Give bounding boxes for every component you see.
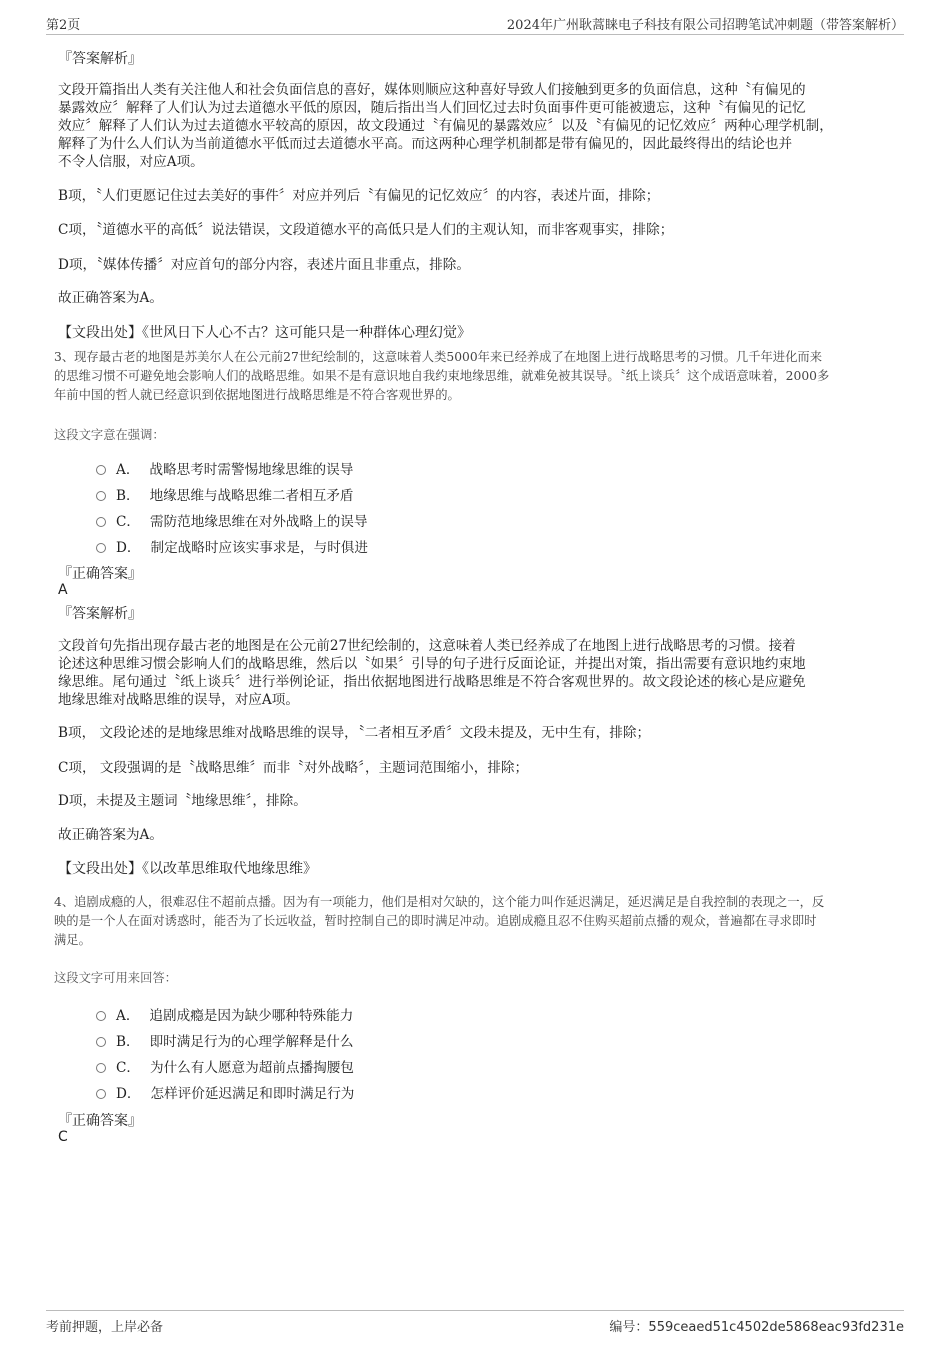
q2-conclusion: 故正确答案为A。 (58, 290, 163, 306)
radio-icon[interactable] (96, 465, 106, 475)
q2-option-d-analysis: D项，〝媒体传播〞对应首句的部分内容，表述片面且非重点，排除。 (58, 257, 470, 273)
q3-option-d[interactable]: D． 制定战略时应该实事求是，与时俱进 (96, 536, 368, 556)
q3-conclusion: 故正确答案为A。 (58, 827, 163, 843)
q3-source: 【文段出处】《以改革思维取代地缘思维》 (58, 861, 317, 877)
q2-analysis (58, 81, 890, 171)
page-footer (46, 1310, 904, 1335)
q3-correct-answer: A (58, 582, 68, 598)
q4-question-line: 映的是一个人在面对诱惑时，能否为了长远收益，暂时控制自己的即时满足冲动。追剧成瘾且忍不住购买超前点播的观众，普遍都在寻求即时 (54, 914, 817, 928)
radio-icon[interactable] (96, 491, 106, 501)
q3-option-a[interactable]: A． 战略思考时需警惕地缘思维的误导 (96, 458, 353, 478)
q4-question-line: 满足。 (54, 933, 91, 947)
q3-question-line: 的思维习惯不可避免地会影响人们的战略思维。如果不是有意识地自我约束地缘思维，就难免被其误导。〝纸上谈兵〞这个成语意味着，2000多 (54, 369, 830, 383)
q4-prompt: 这段文字可用来回答： (54, 971, 177, 985)
radio-icon[interactable] (96, 1037, 106, 1047)
q4-option-b[interactable]: B． 即时满足行为的心理学解释是什么 (96, 1030, 354, 1050)
document-title: 2024年广州耿蒿睐电子科技有限公司招聘笔试冲刺题（带答案解析） (506, 18, 904, 33)
page-number: 第2页 (46, 18, 81, 33)
q3-analysis-line: 论述这种思维习惯会影响人们的战略思维，然后以〝如果〞引导的句子进行反面论证，并提出对策，指出需要有意识地约束地 (58, 656, 806, 672)
q3-question (54, 348, 904, 405)
q3-option-c-analysis: C项， 文段强调的是〝战略思维〞而非〝对外战略〞，主题词范围缩小，排除； (58, 760, 529, 776)
q3-analysis-line: 文段首句先指出现存最古老的地图是在公元前27世纪绘制的，这意味着人类已经养成了在地图上进行战略思考的习惯。接着 (58, 638, 796, 654)
q4-option-a[interactable]: A． 追剧成瘾是因为缺少哪种特殊能力 (96, 1004, 353, 1024)
q3-analysis-line: 地缘思维对战略思维的误导，对应A项。 (58, 692, 299, 708)
q3-analysis-label: 『答案解析』 (58, 606, 142, 622)
q3-option-d-analysis: D项，未提及主题词〝地缘思维〞，排除。 (58, 793, 307, 809)
q3-question-line: 年前中国的哲人就已经意识到依据地图进行战略思维是不符合客观世界的。 (54, 388, 460, 402)
footer-slogan: 考前押题，上岸必备 (46, 1320, 164, 1335)
q4-question-line: 4、追剧成瘾的人，很难忍住不超前点播。因为有一项能力，他们是相对欠缺的，这个能力叫作延迟满足，延迟满足是自我控制的表现之一，反 (54, 895, 825, 909)
q4-question (54, 893, 904, 950)
q3-correct-label: 『正确答案』 (58, 566, 142, 582)
q2-analysis-line: 效应〞解释了人们认为过去道德水平较高的原因，故文段通过〝有偏见的暴露效应〞以及〝有偏见的记忆效应〞两种心理学机制， (58, 118, 833, 134)
q3-analysis (58, 637, 890, 709)
radio-icon[interactable] (96, 517, 106, 527)
q2-source: 【文段出处】《世风日下人心不古？这可能只是一种群体心理幻觉》 (58, 325, 471, 341)
q2-analysis-line: 文段开篇指出人类有关注他人和社会负面信息的喜好，媒体则顺应这种喜好导致人们接触到更多的负面信息，这种〝有偏见的 (58, 82, 806, 98)
code-label: 编号： (609, 1320, 649, 1335)
q3-option-b-analysis: B项， 文段论述的是地缘思维对战略思维的误导，〝二者相互矛盾〞文段未提及，无中生有，排除； (58, 725, 651, 741)
q2-analysis-line: 解释了为什么人们认为当前道德水平低而过去道德水平高。而这两种心理学机制都是带有偏见的，因此最终得出的结论也并 (58, 136, 793, 152)
code-value: 559ceaed51c4502de5868eac93fd231e (648, 1320, 904, 1335)
q4-correct-label: 『正确答案』 (58, 1113, 142, 1129)
q4-option-d[interactable]: D． 怎样评价延迟满足和即时满足行为 (96, 1082, 354, 1102)
q3-prompt: 这段文字意在强调： (54, 428, 165, 442)
q2-option-c-analysis: C项，〝道德水平的高低〞说法错误，文段道德水平的高低只是人们的主观认知，而非客观事实，排除； (58, 222, 674, 238)
q3-option-c[interactable]: C． 需防范地缘思维在对外战略上的误导 (96, 510, 368, 530)
q3-analysis-line: 缘思维。尾句通过〝纸上谈兵〞进行举例论证，指出依据地图进行战略思维是不符合客观世界的。故文段论述的核心是应避免 (58, 674, 806, 690)
document-code (609, 1316, 904, 1335)
radio-icon[interactable] (96, 1089, 106, 1099)
radio-icon[interactable] (96, 1011, 106, 1021)
q4-option-c[interactable]: C． 为什么有人愿意为超前点播掏腰包 (96, 1056, 354, 1076)
radio-icon[interactable] (96, 1063, 106, 1073)
radio-icon[interactable] (96, 543, 106, 553)
q3-question-line: 3、现存最古老的地图是苏美尔人在公元前27世纪绘制的，这意味着人类5000年来已经养成了在地图上进行战略思考的习惯。几千年进化而来 (54, 350, 822, 364)
q2-option-b-analysis: B项，〝人们更愿记住过去美好的事件〞对应并列后〝有偏见的记忆效应〞的内容，表述片面，排除； (58, 188, 660, 204)
q3-option-b[interactable]: B． 地缘思维与战略思维二者相互矛盾 (96, 484, 354, 504)
q2-analysis-line: 不令人信服，对应A项。 (58, 154, 204, 170)
page-header (46, 14, 904, 35)
q2-analysis-line: 暴露效应〞解释了人们认为过去道德水平低的原因，随后指出当人们回忆过去时负面事件更可能被遗忘，这种〝有偏见的记忆 (58, 100, 806, 116)
q4-correct-answer: C (58, 1129, 68, 1145)
q2-analysis-label: 『答案解析』 (58, 51, 142, 67)
